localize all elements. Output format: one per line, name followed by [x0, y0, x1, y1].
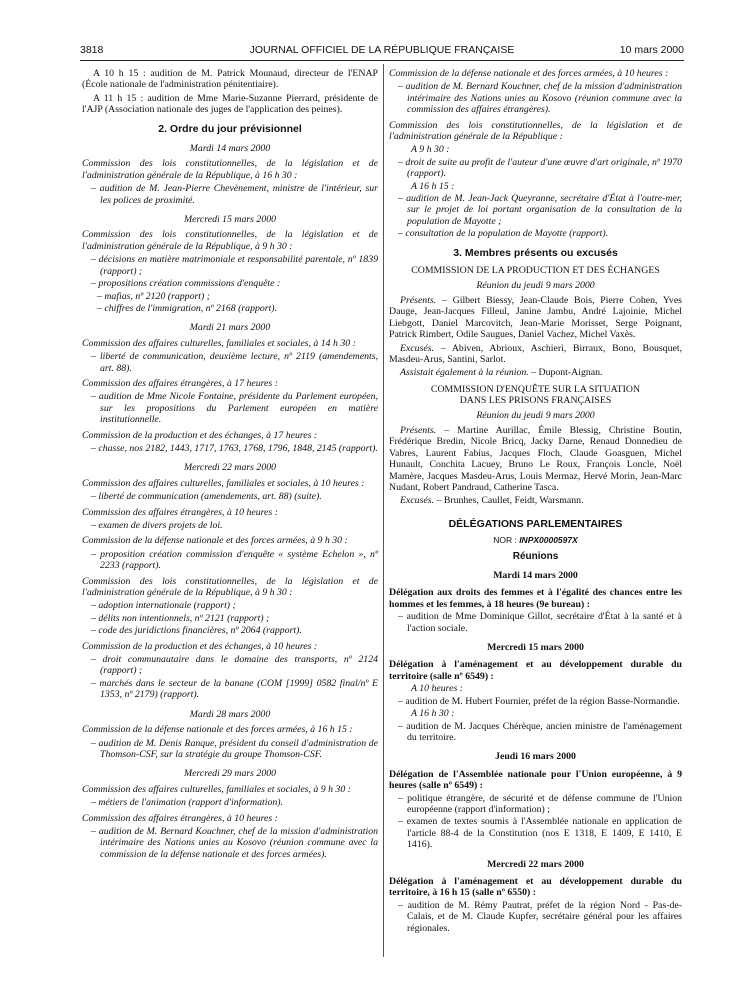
column-separator	[383, 64, 384, 957]
meeting-date: Réunion du jeudi 9 mars 2000	[476, 409, 595, 421]
agenda-item: – chasse, nos 2182, 1443, 1717, 1763, 1768, 1796, 1848, 2145 (rapport).	[91, 442, 378, 454]
nor-reference	[389, 535, 682, 546]
agenda-item: – propositions création commissions d'enquête :	[91, 278, 281, 290]
agenda-item: – politique étrangère, de sécurité et de défense commune de l'Union européenne (rapport d'information) ;	[398, 792, 682, 815]
agenda-item: – audition de M. Jacques Chérèque, ancien ministre de l'aménagement du territoire.	[398, 720, 682, 743]
commission-entry: Commission des affaires culturelles, familiales et sociales, à 10 heures :	[82, 477, 365, 489]
agenda-item: – audition de M. Rémy Pautrat, préfet de la région Nord - Pas-de-Calais, et de M. Claude Kupfer, secrétaire général pour les affaires régionales.	[398, 899, 682, 934]
commission-entry: Commission de la défense nationale et des forces armées, à 16 h 15 :	[82, 724, 353, 736]
time-label: A 9 h 30 :	[411, 144, 450, 156]
attendance-excused	[389, 495, 682, 506]
commission-entry: Commission de la production et des échanges, à 17 heures :	[82, 429, 318, 441]
intro-paragraph: A 10 h 15 : audition de M. Patrick Mounaud, directeur de l'ENAP (École nationale de l'administration pénitentiaire).	[82, 68, 378, 91]
excused-label: Excusés.	[400, 342, 435, 354]
present-names: – Gilbert Biessy, Jean-Claude Bois, Pierre Cohen, Yves Dauge, Jean-Jacques Filleul, Janine Jambu, André Lajoinie, Michel Liebgott, Daniel Marcovitch, Jean-Marie Morisset, Serge Poignant, Patrick Rimbert, Odile Saugues, Daniel Vachez, Michel Vaxès.	[389, 294, 682, 341]
agenda-item: – audition de Mme Nicole Fontaine, présidente du Parlement européen, sur les propositions du Parlement européen en matière institutionnelle.	[91, 391, 378, 426]
nor-label: NOR :	[493, 535, 520, 546]
agenda-item: – audition de M. Hubert Fournier, préfet de la région Basse-Normandie.	[398, 695, 680, 707]
date-heading: Mercredi 15 mars 2000	[487, 642, 584, 654]
agenda-subitem: – mafias, nº 2120 (rapport) ;	[97, 290, 210, 302]
agenda-item: – code des juridictions financières, nº 2064 (rapport).	[91, 625, 302, 637]
present-names: – Martine Aurillac, Émile Blessig, Christine Boutin, Frédérique Bredin, Nicole Bricq, Jacky Darne, Renaud Donnedieu de Vabres, Laurent Fabius, Jacques Floch, Claude Goasguen, Michel Hunault, Conchita Lacuey, Bruno Le Roux, François Loncle, Noël Mamère, Jacques Masdeu-Arus, Louis Mermaz, Hervé Morin, Jean-Marc Nudant, Robert Pandraud, Catherine Tasca.	[389, 424, 682, 493]
agenda-item: – liberté de communication (amendements, art. 88) (suite).	[91, 491, 322, 503]
delegation-entry: Délégation à l'aménagement et au développement durable du territoire, à 16 h 15 (salle nº 6550) :	[389, 875, 682, 899]
date-heading: Mercredi 15 mars 2000	[183, 214, 277, 226]
date-heading: Mardi 28 mars 2000	[189, 708, 271, 720]
commission-entry: Commission de la production et des échanges, à 10 heures :	[82, 640, 318, 652]
time-label: A 16 h 15 :	[411, 180, 455, 192]
reunions-heading: Réunions	[512, 550, 559, 562]
date-heading: Mardi 14 mars 2000	[493, 570, 578, 582]
issue-date: 10 mars 2000	[619, 44, 684, 56]
commission-entry: Commission de la défense nationale et des forces armées, à 9 h 30 :	[82, 535, 348, 547]
attendance-present	[389, 425, 682, 493]
agenda-subitem: – chiffres de l'immigration, nº 2168 (rapport).	[97, 302, 278, 314]
intro-paragraph: A 11 h 15 : audition de Mme Marie-Suzanne Pierrard, présidente de l'AJP (Association nationale des juges de l'application des peines).	[82, 92, 378, 116]
nor-code: INPX0000597X	[519, 535, 578, 546]
agenda-item: – décisions en matière matrimoniale et responsabilité parentale, nº 1839 (rapport) ;	[91, 254, 378, 277]
attendance-also	[389, 367, 682, 378]
agenda-item: – examen de divers projets de loi.	[91, 520, 223, 531]
agenda-item: – audition de M. Bernard Kouchner, chef de la mission d'administration intérimaire des Nations unies au Kosovo (réunion commune avec la commission des affaires étrangères).	[398, 81, 682, 116]
commission-title-line2: DANS LES PRISONS FRANÇAISES	[459, 395, 612, 407]
agenda-item: – droit communautaire dans le domaine des transports, nº 2124 (rapport) ;	[91, 654, 378, 677]
excused-label: Excusés.	[400, 495, 435, 507]
agenda-item: – audition de M. Jean-Jack Queyranne, secrétaire d'État à l'outre-mer, sur le projet de loi portant organisation de la consultation de la population de Mayotte ;	[398, 193, 682, 227]
page-header	[80, 44, 684, 58]
date-heading: Mardi 21 mars 2000	[189, 322, 271, 334]
right-column	[389, 68, 682, 935]
excused-names: – Brunhes, Caullet, Feidt, Warsmann.	[434, 495, 584, 507]
date-heading: Mercredi 22 mars 2000	[183, 462, 277, 474]
agenda-item: – audition de M. Denis Ranque, président du conseil d'administration de Thomson-CSF, sur la stratégie du groupe Thomson-CSF.	[91, 737, 378, 760]
date-heading: Mercredi 29 mars 2000	[183, 768, 277, 780]
present-label: Présents.	[400, 294, 437, 306]
agenda-item: – droit de suite au profit de l'auteur d'une œuvre d'art originale, nº 1970 (rapport).	[398, 156, 682, 180]
agenda-item: – audition de M. Bernard Kouchner, chef de la mission d'administration intérimaire des Nations unies au Kosovo (réunion commune avec la commission de la défense nationale et des forces armées).	[91, 825, 378, 860]
agenda-item: – proposition création commission d'enquête « système Echelon », nº 2233 (rapport).	[91, 548, 378, 572]
agenda-item: – liberté de communication, deuxième lecture, nº 2119 (amendements, art. 88).	[91, 351, 378, 374]
also-label: Assistait également à la réunion.	[400, 367, 529, 379]
commission-entry: Commission des lois constitutionnelles, de la législation et de l'administration générale de la République :	[389, 119, 682, 143]
agenda-item: – examen de textes soumis à l'Assemblée nationale en application de l'article 88-4 de la Constitution (nos E 1318, E 1409, E 1410, E 1416).	[398, 816, 682, 851]
header-rule	[80, 60, 684, 61]
attendance-excused	[389, 343, 682, 366]
delegation-entry: Délégation de l'Assemblée nationale pour l'Union européenne, à 9 heures (salle nº 6549) :	[389, 768, 682, 792]
commission-entry: Commission des lois constitutionnelles, de la législation et de l'administration générale de la République, à 9 h 30 :	[82, 229, 378, 252]
agenda-item: – consultation de la population de Mayotte (rapport).	[398, 228, 609, 240]
agenda-item: – audition de M. Jean-Pierre Chevènement, ministre de l'intérieur, sur les polices de proximité.	[91, 183, 378, 206]
journal-title: JOURNAL OFFICIEL DE LA RÉPUBLIQUE FRANÇAISE	[249, 44, 515, 56]
time-label: A 16 h 30 :	[411, 708, 455, 720]
agenda-item: – adoption internationale (rapport) ;	[91, 600, 236, 612]
delegation-entry: Délégation aux droits des femmes et à l'égalité des chances entre les hommes et les femmes, à 18 heures (9e bureau) :	[389, 587, 682, 610]
left-column	[82, 68, 378, 861]
delegation-entry: Délégation à l'aménagement et au développement durable du territoire (salle nº 6549) :	[389, 659, 682, 682]
commission-entry: Commission des affaires culturelles, familiales et sociales, à 14 h 30 :	[82, 337, 356, 349]
commission-title: COMMISSION D'ENQUÊTE SUR LA SITUATION	[430, 383, 641, 395]
delegations-heading: DÉLÉGATIONS PARLEMENTAIRES	[448, 517, 623, 530]
commission-entry: Commission de la défense nationale et des forces armées, à 10 heures :	[389, 68, 669, 79]
agenda-item: – délits non intentionnels, nº 2121 (rapport) ;	[91, 612, 270, 624]
commission-entry: Commission des affaires étrangères, à 17 heures :	[82, 377, 278, 389]
date-heading: Mardi 14 mars 2000	[189, 143, 271, 155]
agenda-item: – audition de Mme Dominique Gillot, secrétaire d'État à la santé et à l'action sociale.	[398, 611, 682, 634]
commission-entry: Commission des affaires étrangères, à 10 heures :	[82, 506, 278, 518]
commission-entry: Commission des affaires étrangères, à 10 heures :	[82, 812, 278, 824]
date-heading: Mercredi 22 mars 2000	[487, 858, 584, 870]
also-names: – Dupont-Aignan.	[528, 367, 603, 379]
commission-entry: Commission des lois constitutionnelles, de la législation et de l'administration générale de la République, à 16 h 30 :	[82, 158, 378, 181]
excused-names: – Abiven, Abrioux, Aschieri, Birraux, Bono, Bousquet, Masdeu-Arus, Santini, Sarlot.	[389, 342, 682, 365]
time-label: A 10 heures :	[411, 683, 463, 695]
commission-title: COMMISSION DE LA PRODUCTION ET DES ÉCHANGES	[411, 265, 660, 277]
section-heading: 2. Ordre du jour prévisionnel	[158, 122, 302, 135]
commission-entry: Commission des affaires culturelles, familiales et sociales, à 9 h 30 :	[82, 783, 351, 795]
agenda-item: – métiers de l'animation (rapport d'information).	[91, 797, 283, 809]
meeting-date: Réunion du jeudi 9 mars 2000	[476, 279, 595, 291]
commission-entry: Commission des lois constitutionnelles, de la législation et de l'administration générale de la République, à 9 h 30 :	[82, 575, 378, 599]
present-label: Présents.	[400, 424, 437, 436]
agenda-item: – marchés dans le secteur de la banane (COM [1999] 0582 final/nº E 1353, nº 2179) (rapport).	[91, 677, 378, 701]
page-number: 3818	[80, 44, 104, 56]
section-heading: 3. Membres présents ou excusés	[453, 246, 618, 259]
attendance-present	[389, 295, 682, 341]
date-heading: Jeudi 16 mars 2000	[495, 751, 576, 763]
